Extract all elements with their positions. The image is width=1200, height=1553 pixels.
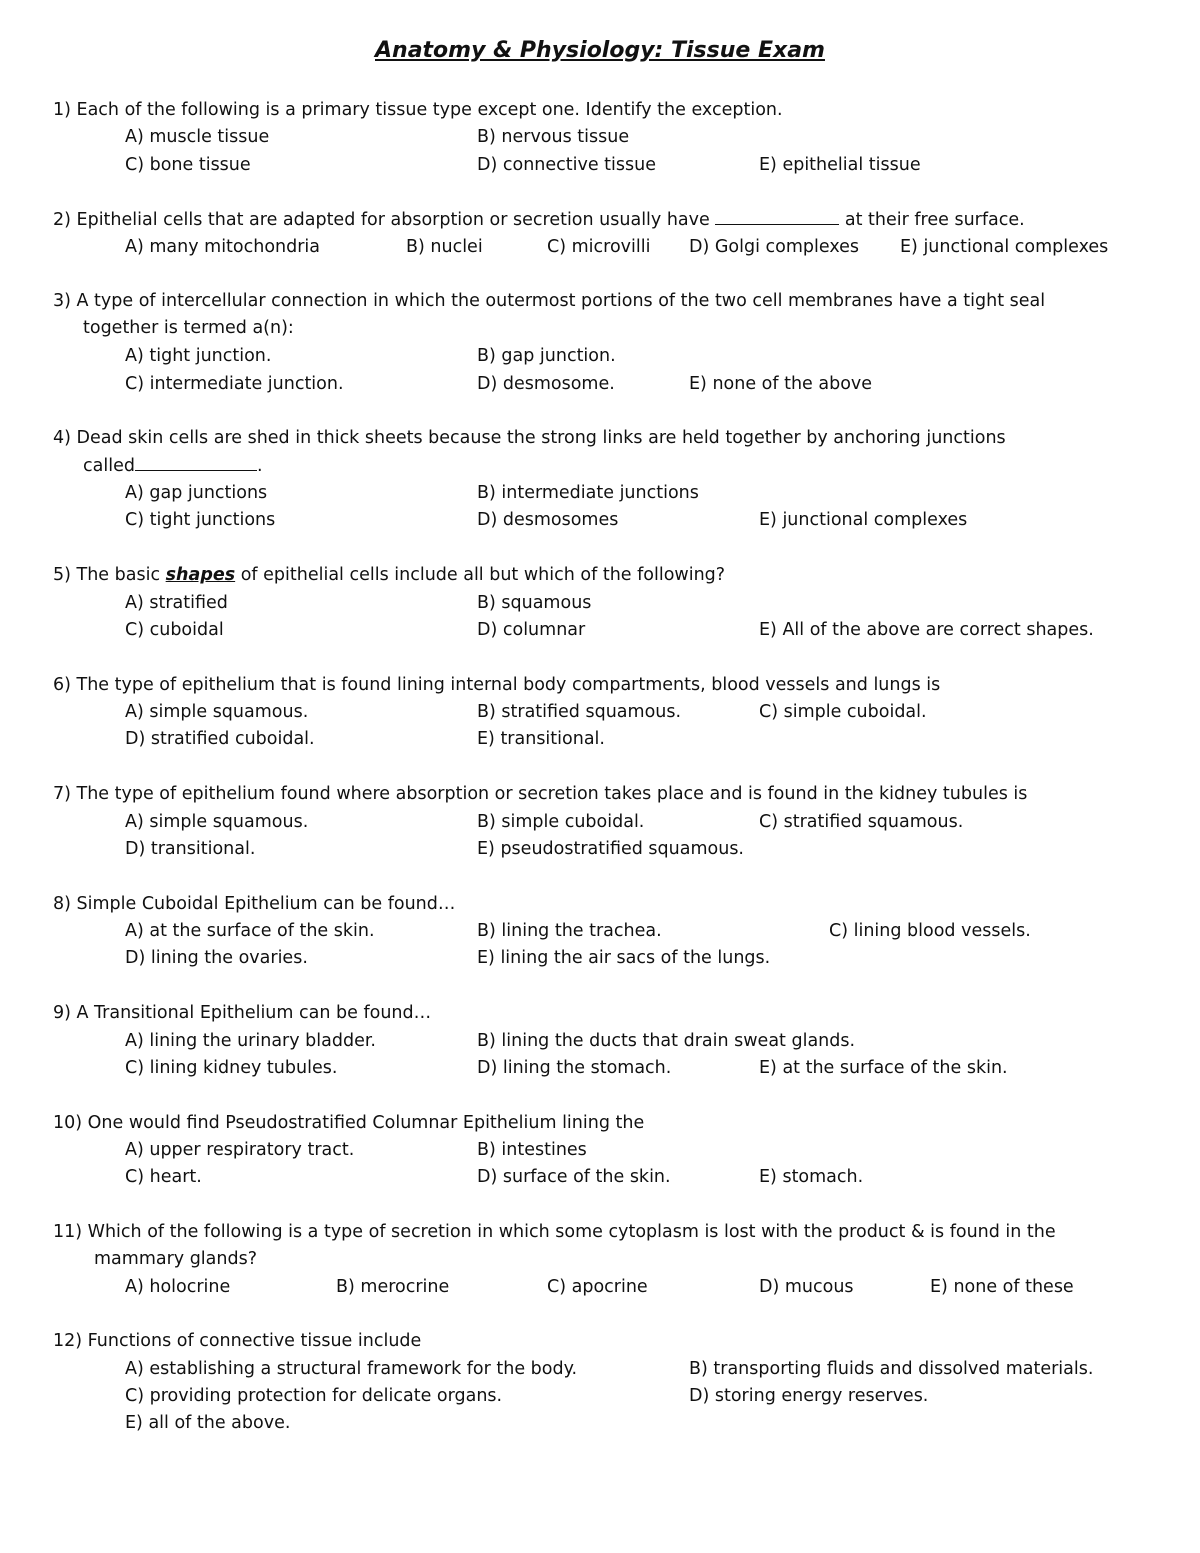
q3-option-e: E) none of the above	[689, 374, 873, 394]
q9-option-b: B) lining the ducts that drain sweat glands.	[477, 1031, 856, 1051]
q2-option-b: B) nuclei	[406, 237, 483, 257]
q4-option-b: B) intermediate junctions	[477, 483, 699, 503]
q1-option-d: D) connective tissue	[477, 155, 656, 175]
question-11: 11) Which of the following is a type of secretion in which some cytoplasm is lost with the product & is found in the	[53, 1222, 1056, 1242]
q12-option-e: E) all of the above.	[125, 1413, 291, 1433]
q1-option-e: E) epithelial tissue	[759, 155, 921, 175]
question-3-continued: together is termed a(n):	[83, 318, 294, 338]
q11-option-a: A) holocrine	[125, 1277, 231, 1297]
q3-option-c: C) intermediate junction.	[125, 374, 344, 394]
q11-option-d: D) mucous	[759, 1277, 854, 1297]
q8-option-d: D) lining the ovaries.	[125, 948, 308, 968]
question-2	[53, 206, 1025, 234]
q8-option-a: A) at the surface of the skin.	[125, 921, 375, 941]
q5-option-c: C) cuboidal	[125, 620, 224, 640]
exam-title: Anatomy & Physiology: Tissue Exam	[375, 38, 825, 63]
question-6: 6) The type of epithelium that is found lining internal body compartments, blood vessels and lungs is	[53, 675, 941, 695]
q6-option-c: C) simple cuboidal.	[759, 702, 927, 722]
q7-option-a: A) simple squamous.	[125, 812, 309, 832]
q10-option-a: A) upper respiratory tract.	[125, 1140, 355, 1160]
question-4: 4) Dead skin cells are shed in thick sheets because the strong links are held together by anchoring junctions	[53, 428, 1006, 448]
question-3: 3) A type of intercellular connection in which the outermost portions of the two cell membranes have a tight seal	[53, 291, 1046, 311]
q7-option-e: E) pseudostratified squamous.	[477, 839, 744, 859]
q6-option-b: B) stratified squamous.	[477, 702, 682, 722]
q11-option-e: E) none of these	[930, 1277, 1074, 1297]
question-4-continued	[83, 452, 263, 480]
q2-text-end: at their free surface.	[839, 210, 1025, 230]
q11-option-c: C) apocrine	[547, 1277, 648, 1297]
q2-text-start: 2) Epithelial cells that are adapted for absorption or secretion usually have	[53, 210, 716, 230]
q11-option-b: B) merocrine	[336, 1277, 450, 1297]
q5-text-start: 5) The basic	[53, 565, 166, 585]
q4-option-c: C) tight junctions	[125, 510, 276, 530]
q9-option-d: D) lining the stomach.	[477, 1058, 672, 1078]
q3-option-d: D) desmosome.	[477, 374, 615, 394]
q7-option-d: D) transitional.	[125, 839, 256, 859]
q1-option-c: C) bone tissue	[125, 155, 251, 175]
q2-answer-blank	[715, 206, 839, 225]
q10-option-c: C) heart.	[125, 1167, 202, 1187]
question-9: 9) A Transitional Epithelium can be found…	[53, 1003, 432, 1023]
q12-option-d: D) storing energy reserves.	[689, 1386, 929, 1406]
q7-option-c: C) stratified squamous.	[759, 812, 964, 832]
q4-option-d: D) desmosomes	[477, 510, 619, 530]
q5-option-b: B) squamous	[477, 593, 592, 613]
q2-option-c: C) microvilli	[547, 237, 651, 257]
q3-option-b: B) gap junction.	[477, 346, 616, 366]
q2-option-a: A) many mitochondria	[125, 237, 321, 257]
question-1: 1) Each of the following is a primary tissue type except one. Identify the exception.	[53, 100, 783, 120]
q4-text-start: called	[83, 456, 135, 476]
q9-option-e: E) at the surface of the skin.	[759, 1058, 1008, 1078]
q1-option-a: A) muscle tissue	[125, 127, 270, 147]
q6-option-a: A) simple squamous.	[125, 702, 309, 722]
q2-option-d: D) Golgi complexes	[689, 237, 860, 257]
q9-option-a: A) lining the urinary bladder.	[125, 1031, 376, 1051]
q4-option-a: A) gap junctions	[125, 483, 268, 503]
q6-option-e: E) transitional.	[477, 729, 605, 749]
q10-option-d: D) surface of the skin.	[477, 1167, 671, 1187]
q5-option-d: D) columnar	[477, 620, 586, 640]
q1-option-b: B) nervous tissue	[477, 127, 630, 147]
q10-option-b: B) intestines	[477, 1140, 587, 1160]
question-12: 12) Functions of connective tissue include	[53, 1331, 422, 1351]
question-7: 7) The type of epithelium found where absorption or secretion takes place and is found in the kidney tubules is	[53, 784, 1028, 804]
q9-option-c: C) lining kidney tubules.	[125, 1058, 338, 1078]
q3-option-a: A) tight junction.	[125, 346, 272, 366]
q4-option-e: E) junctional complexes	[759, 510, 968, 530]
q7-option-b: B) simple cuboidal.	[477, 812, 645, 832]
q5-option-e: E) All of the above are correct shapes.	[759, 620, 1094, 640]
q4-answer-blank	[135, 452, 257, 471]
question-10: 10) One would find Pseudostratified Columnar Epithelium lining the	[53, 1113, 645, 1133]
question-8: 8) Simple Cuboidal Epithelium can be found…	[53, 894, 456, 914]
q12-option-c: C) providing protection for delicate organs.	[125, 1386, 503, 1406]
q4-text-end: .	[256, 456, 263, 476]
q5-emphasis: shapes	[165, 565, 236, 585]
q8-option-b: B) lining the trachea.	[477, 921, 662, 941]
question-5	[53, 562, 725, 589]
question-11-continued: mammary glands?	[94, 1249, 258, 1269]
q10-option-e: E) stomach.	[759, 1167, 864, 1187]
q6-option-d: D) stratified cuboidal.	[125, 729, 315, 749]
q12-option-a: A) establishing a structural framework for the body.	[125, 1359, 578, 1379]
q5-text-end: of epithelial cells include all but which of the following?	[235, 565, 726, 585]
q8-option-c: C) lining blood vessels.	[829, 921, 1031, 941]
q8-option-e: E) lining the air sacs of the lungs.	[477, 948, 771, 968]
q12-option-b: B) transporting fluids and dissolved materials.	[689, 1359, 1094, 1379]
q2-option-e: E) junctional complexes	[900, 237, 1109, 257]
q5-option-a: A) stratified	[125, 593, 228, 613]
